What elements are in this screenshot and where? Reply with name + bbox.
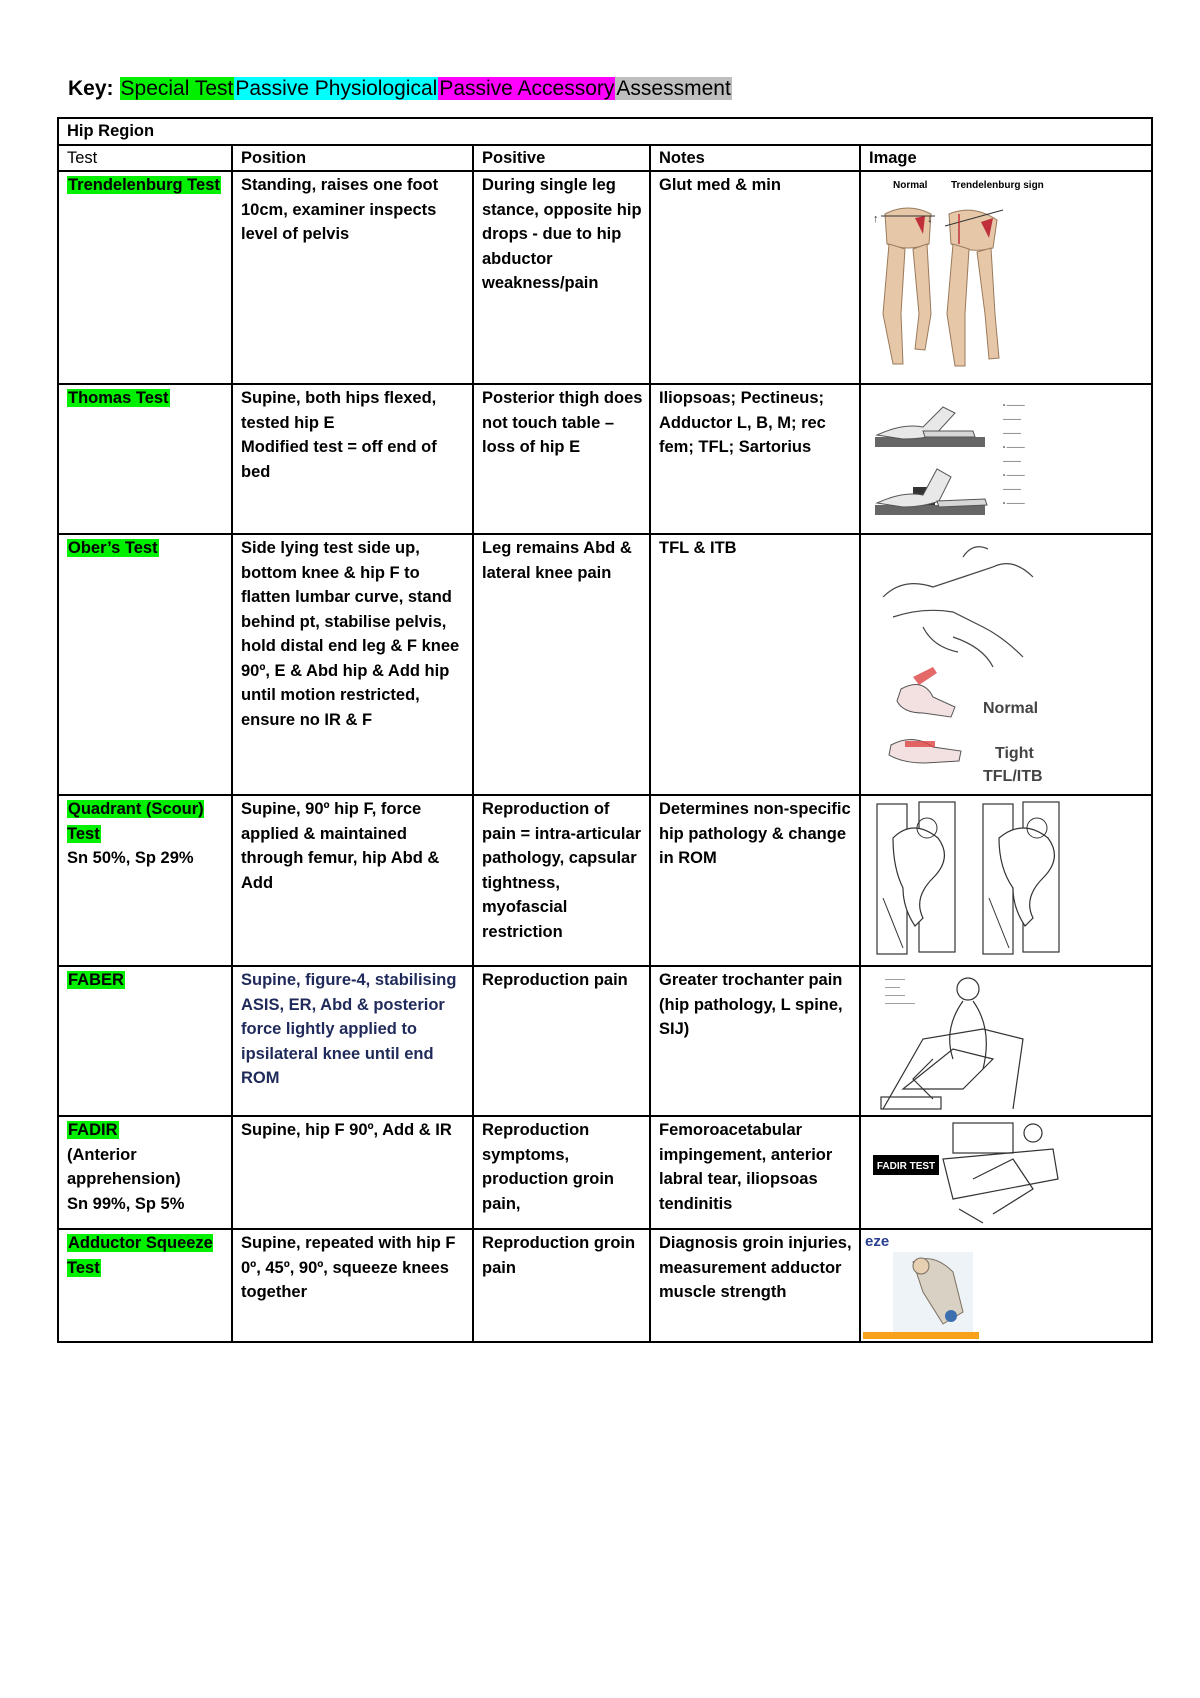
key-passive-physiological: Passive Physiological: [235, 77, 438, 100]
faber-test-illustration-icon: [863, 969, 1063, 1113]
position-cell: Supine, figure-4, stabilising ASIS, ER, Abd & posterior force lightly applied to ipsilateral knee until end ROM: [232, 966, 473, 1116]
header-row: [58, 145, 1152, 172]
svg-text:———: ———: [885, 985, 900, 991]
fadir-test-badge: FADIR TEST: [876, 1161, 936, 1172]
svg-text:———: ———: [1003, 417, 1021, 423]
notes-cell: Glut med & min: [650, 171, 860, 384]
positive-cell: Leg remains Abd & lateral knee pain: [473, 534, 650, 795]
svg-text:——————: ——————: [885, 1001, 915, 1007]
test-cell: [58, 384, 232, 534]
image-cell: [860, 795, 1152, 966]
notes-cell: Determines non-specific hip pathology & change in ROM: [650, 795, 860, 966]
image-cell: [860, 384, 1152, 534]
positive-cell: Reproduction symptoms, production groin pain,: [473, 1116, 650, 1229]
image-cell: [860, 966, 1152, 1116]
svg-text:• ———: • ———: [1003, 445, 1025, 451]
header-notes: Notes: [650, 145, 860, 172]
test-cell: [58, 966, 232, 1116]
header-positive: Positive: [473, 145, 650, 172]
notes-cell: Diagnosis groin injuries, measurement adductor muscle strength: [650, 1229, 860, 1342]
region-row: [58, 118, 1152, 145]
svg-text:↑: ↑: [873, 213, 879, 225]
hip-tests-table: [57, 117, 1153, 1343]
svg-text:————: ————: [885, 977, 905, 983]
image-label-tfl-itb: TFL/ITB: [983, 768, 1043, 785]
test-name: Quadrant (Scour) Test: [67, 800, 204, 843]
test-stat: Sn 50%, Sp 29%: [67, 849, 194, 867]
positive-cell: Posterior thigh does not touch table – loss of hip E: [473, 384, 650, 534]
key-label: Key:: [68, 77, 114, 100]
region-title: Hip Region: [58, 118, 1152, 145]
test-subtitle: (Anterior apprehension): [67, 1145, 181, 1188]
image-cell: [860, 171, 1152, 384]
position-cell: Side lying test side up, bottom knee & hip F to flatten lumbar curve, stand behind pt, stabilise pelvis, hold distal end leg & F knee 90º, E & Abd hip & Add hip until motion restricted, ensure no IR & F: [232, 534, 473, 795]
fadir-test-illustration-icon: [863, 1119, 1063, 1226]
test-name: FABER: [68, 971, 124, 989]
image-label-normal: Normal: [983, 700, 1039, 717]
notes-cell: Iliopsoas; Pectineus; Adductor L, B, M; rec fem; TFL; Sartorius: [650, 384, 860, 534]
image-cell: [860, 1229, 1152, 1342]
position-cell: Standing, raises one foot 10cm, examiner inspects level of pelvis: [232, 171, 473, 384]
position-line: Supine, both hips flexed, tested hip E: [241, 389, 437, 432]
position-cell: Supine, repeated with hip F 0º, 45º, 90º, squeeze knees together: [232, 1229, 473, 1342]
image-label-eze: eze: [865, 1233, 890, 1250]
position-cell: Supine, 90º hip F, force applied & maintained through femur, hip Abd & Add: [232, 795, 473, 966]
test-cell: [58, 1229, 232, 1342]
notes-cell: Femoroacetabular impingement, anterior labral tear, iliopsoas tendinitis: [650, 1116, 860, 1229]
position-line: Modified test = off end of bed: [241, 438, 437, 481]
notes-cell: Greater trochanter pain (hip pathology, L spine, SIJ): [650, 966, 860, 1116]
svg-text:↓: ↓: [927, 213, 933, 225]
positive-cell: Reproduction groin pain: [473, 1229, 650, 1342]
svg-text:————: ————: [885, 993, 905, 999]
image-cell: [860, 534, 1152, 795]
header-position: Position: [232, 145, 473, 172]
test-name: Ober’s Test: [68, 539, 158, 557]
thomas-test-illustration-icon: [863, 387, 1053, 531]
svg-text:• ———: • ———: [1003, 403, 1025, 409]
table-row: [58, 171, 1152, 384]
header-image: Image: [860, 145, 1152, 172]
key-assessment: Assessment: [616, 77, 731, 100]
test-cell: [58, 534, 232, 795]
test-cell: [58, 1116, 232, 1229]
table-row: [58, 1116, 1152, 1229]
test-cell: [58, 171, 232, 384]
obers-test-illustration-icon: [863, 537, 1053, 792]
svg-text:———: ———: [1003, 431, 1021, 437]
color-key: [68, 76, 732, 102]
test-stat: Sn 99%, Sp 5%: [67, 1194, 185, 1213]
key-special-test: Special Test: [120, 77, 234, 100]
svg-text:• ———: • ———: [1003, 501, 1025, 507]
positive-cell: During single leg stance, opposite hip drops - due to hip abductor weakness/pain: [473, 171, 650, 384]
svg-text:———: ———: [1003, 487, 1021, 493]
svg-text:———: ———: [1003, 459, 1021, 465]
test-name: Thomas Test: [68, 389, 169, 407]
table-row: [58, 384, 1152, 534]
table-row: [58, 1229, 1152, 1342]
position-cell: [232, 384, 473, 534]
image-cell: [860, 1116, 1152, 1229]
notes-cell: TFL & ITB: [650, 534, 860, 795]
adductor-squeeze-illustration-icon: [863, 1232, 993, 1339]
positive-cell: Reproduction pain: [473, 966, 650, 1116]
test-cell: [58, 795, 232, 966]
positive-cell: Reproduction of pain = intra-articular pathology, capsular tightness, myofascial restriction: [473, 795, 650, 966]
header-test: Test: [58, 145, 232, 172]
table-row: [58, 966, 1152, 1116]
svg-text:• ———: • ———: [1003, 473, 1025, 479]
position-cell: Supine, hip F 90º, Add & IR: [232, 1116, 473, 1229]
test-name: Adductor Squeeze Test: [67, 1234, 213, 1277]
trendelenburg-illustration-icon: [863, 174, 1053, 379]
image-label-trendelenburg-sign: Trendelenburg sign: [951, 180, 1044, 191]
scour-test-illustration-icon: [863, 798, 1093, 958]
image-label-tight: Tight: [995, 745, 1034, 762]
test-name: FADIR: [68, 1121, 118, 1139]
table-row: [58, 534, 1152, 795]
key-passive-accessory: Passive Accessory: [439, 77, 615, 100]
image-label-normal: Normal: [893, 180, 928, 191]
test-name: Trendelenburg Test: [68, 176, 220, 194]
table-row: [58, 795, 1152, 966]
